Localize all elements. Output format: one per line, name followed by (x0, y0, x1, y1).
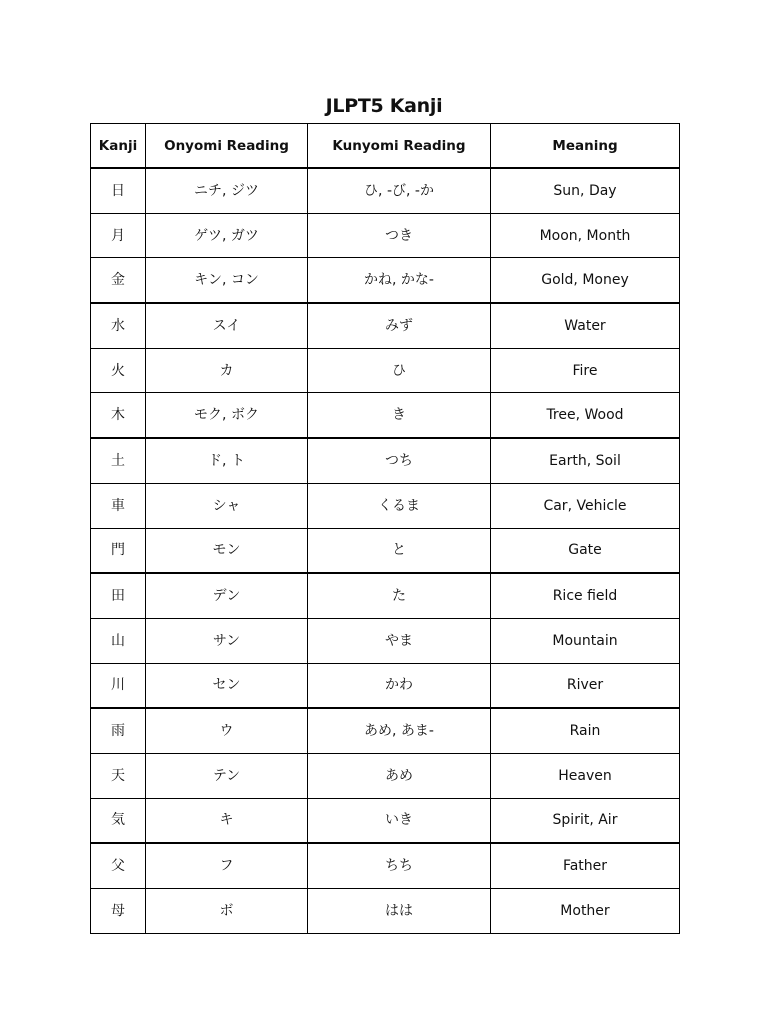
meaning-cell: Water (491, 303, 680, 348)
kanji-cell: 雨 (91, 708, 146, 753)
table-row (91, 348, 680, 393)
kanji-cell: 天 (91, 753, 146, 798)
column-header-meaning: Meaning (491, 124, 680, 169)
table-row (91, 213, 680, 258)
table-row (91, 663, 680, 708)
kanji-cell: 金 (91, 258, 146, 303)
kunyomi-cell: き (308, 393, 491, 438)
table-row (91, 393, 680, 438)
onyomi-cell: モン (146, 528, 308, 573)
meaning-cell: Fire (491, 348, 680, 393)
table-row (91, 303, 680, 348)
meaning-cell: Gold, Money (491, 258, 680, 303)
meaning-cell: River (491, 663, 680, 708)
table-row (91, 843, 680, 888)
meaning-cell: Car, Vehicle (491, 483, 680, 528)
kunyomi-cell: た (308, 573, 491, 618)
kunyomi-cell: あめ, あま- (308, 708, 491, 753)
table-row (91, 168, 680, 213)
kunyomi-cell: やま (308, 618, 491, 663)
kanji-cell: 車 (91, 483, 146, 528)
onyomi-cell: シャ (146, 483, 308, 528)
onyomi-cell: ボ (146, 889, 308, 934)
kanji-cell: 田 (91, 573, 146, 618)
meaning-cell: Rice field (491, 573, 680, 618)
onyomi-cell: サン (146, 618, 308, 663)
table-row (91, 528, 680, 573)
onyomi-cell: ニチ, ジツ (146, 168, 308, 213)
kanji-cell: 火 (91, 348, 146, 393)
kanji-cell: 山 (91, 618, 146, 663)
column-header-kunyomi: Kunyomi Reading (308, 124, 491, 169)
kunyomi-cell: ちち (308, 843, 491, 888)
table-body (91, 168, 680, 933)
kunyomi-cell: ひ, -び, -か (308, 168, 491, 213)
meaning-cell: Rain (491, 708, 680, 753)
kunyomi-cell: くるま (308, 483, 491, 528)
onyomi-cell: スイ (146, 303, 308, 348)
meaning-cell: Heaven (491, 753, 680, 798)
meaning-cell: Moon, Month (491, 213, 680, 258)
kunyomi-cell: いき (308, 798, 491, 843)
kunyomi-cell: つき (308, 213, 491, 258)
meaning-cell: Gate (491, 528, 680, 573)
table-row (91, 708, 680, 753)
meaning-cell: Spirit, Air (491, 798, 680, 843)
onyomi-cell: カ (146, 348, 308, 393)
onyomi-cell: デン (146, 573, 308, 618)
kanji-cell: 木 (91, 393, 146, 438)
onyomi-cell: キン, コン (146, 258, 308, 303)
meaning-cell: Sun, Day (491, 168, 680, 213)
meaning-cell: Earth, Soil (491, 438, 680, 483)
table-row (91, 753, 680, 798)
onyomi-cell: テン (146, 753, 308, 798)
column-header-onyomi: Onyomi Reading (146, 124, 308, 169)
column-header-kanji: Kanji (91, 124, 146, 169)
meaning-cell: Father (491, 843, 680, 888)
kanji-cell: 月 (91, 213, 146, 258)
page-title: JLPT5 Kanji (325, 95, 443, 117)
onyomi-cell: セン (146, 663, 308, 708)
kanji-cell: 門 (91, 528, 146, 573)
table-row (91, 438, 680, 483)
onyomi-cell: フ (146, 843, 308, 888)
kanji-cell: 水 (91, 303, 146, 348)
onyomi-cell: モク, ボク (146, 393, 308, 438)
onyomi-cell: キ (146, 798, 308, 843)
table-row (91, 258, 680, 303)
kunyomi-cell: みず (308, 303, 491, 348)
table-row (91, 798, 680, 843)
table-row (91, 889, 680, 934)
kunyomi-cell: と (308, 528, 491, 573)
meaning-cell: Mother (491, 889, 680, 934)
table-header-row (91, 124, 680, 169)
kunyomi-cell: あめ (308, 753, 491, 798)
table-row (91, 483, 680, 528)
meaning-cell: Mountain (491, 618, 680, 663)
onyomi-cell: ド, ト (146, 438, 308, 483)
kunyomi-cell: かね, かな- (308, 258, 491, 303)
table-row (91, 573, 680, 618)
kanji-table (90, 123, 680, 934)
kanji-cell: 川 (91, 663, 146, 708)
kunyomi-cell: はは (308, 889, 491, 934)
kanji-cell: 父 (91, 843, 146, 888)
onyomi-cell: ゲツ, ガツ (146, 213, 308, 258)
kunyomi-cell: ひ (308, 348, 491, 393)
kanji-cell: 日 (91, 168, 146, 213)
table-row (91, 618, 680, 663)
kanji-cell: 母 (91, 889, 146, 934)
kunyomi-cell: かわ (308, 663, 491, 708)
kunyomi-cell: つち (308, 438, 491, 483)
meaning-cell: Tree, Wood (491, 393, 680, 438)
kanji-cell: 気 (91, 798, 146, 843)
kanji-cell: 土 (91, 438, 146, 483)
onyomi-cell: ウ (146, 708, 308, 753)
